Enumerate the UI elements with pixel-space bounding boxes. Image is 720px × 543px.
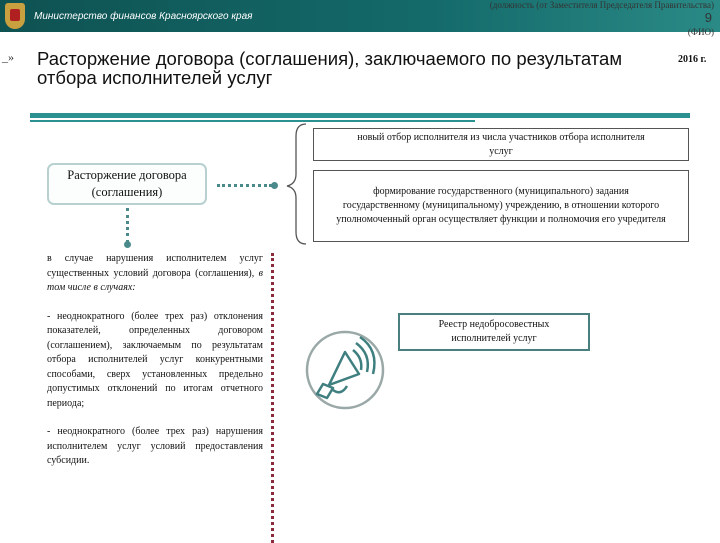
connector-vertical	[126, 208, 129, 243]
separator-dotted	[271, 253, 274, 543]
outcome-state-task: формирование государственного (муниципального) задания государственному (муниципальному) учреждению, в отношении которого уполномоченный орган осуществляет функции и полномочия его учредителя	[313, 170, 689, 242]
registry-box: Реестр недобросовестных исполнителей услуг	[398, 313, 590, 351]
case-2: - неоднократного (более трех раз) нарушения исполнителем услуг условий предоставления субсидии.	[47, 426, 263, 466]
divider-thick	[30, 113, 690, 118]
condition-intro-italic: в том числе в случаях:	[47, 267, 263, 293]
connector-dot	[124, 241, 131, 248]
brace-icon	[284, 122, 310, 246]
bullet-mark: _»	[2, 50, 14, 64]
year-label: 2016 г.	[678, 54, 707, 65]
divider-thin	[30, 120, 475, 122]
termination-box: Расторжение договора (соглашения)	[47, 163, 207, 205]
fio-caption: (ФИО)	[687, 27, 714, 37]
position-caption: (должность (от Заместителя Председателя Правительства)	[489, 0, 714, 10]
outcome-new-selection: новый отбор исполнителя из числа участников отбора исполнителя услуг	[313, 128, 689, 161]
page-number: 9	[704, 10, 712, 25]
conditions-text	[47, 252, 263, 483]
slide-title: Расторжение договора (соглашения), заключаемого по результатам отбора исполнителей услуг	[37, 48, 623, 88]
ministry-name: Министерство финансов Красноярского края	[34, 11, 253, 22]
condition-intro: в случае нарушения исполнителем услуг существенных условий договора (соглашения),	[47, 253, 263, 279]
connector-dot	[271, 182, 278, 189]
connector-horizontal	[217, 184, 272, 187]
megaphone-icon	[303, 328, 387, 412]
coat-of-arms-logo	[5, 3, 25, 29]
case-1: - неоднократного (более трех раз) отклонения показателей, определенных договором (соглашением), заключаемым по результатам отбора исполнителей услуг конкурентными способами, сверх установленных предельно допустимых отклонений по итогам отчетного периода;	[47, 310, 263, 409]
